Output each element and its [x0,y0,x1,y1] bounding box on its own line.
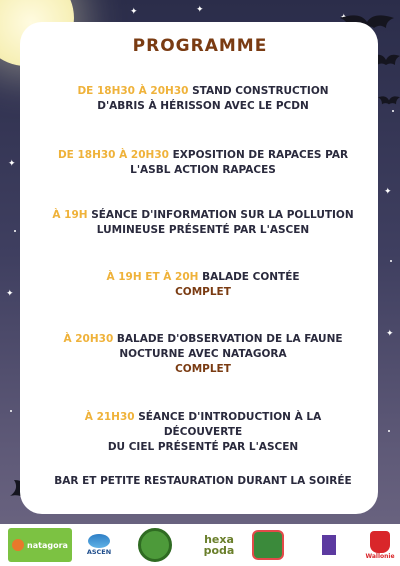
star-icon [390,260,392,262]
event-text: DU CIEL PRÉSENTÉ PAR L'ASCEN [107,441,299,453]
event-text: LUMINEUSE PRÉSENTÉ PAR L'ASCEN [96,224,310,236]
event-text: D'ABRIS À HÉRISSON AVEC LE PCDN [97,100,309,112]
page-title: PROGRAMME [132,36,268,56]
event-text: BALADE CONTÉE [198,271,300,283]
complet-badge: COMPLET [175,363,231,375]
pcdn-mark-icon [252,530,284,560]
star-icon: ✦ [130,7,138,17]
event-stand-abris [50,84,356,114]
ascen-mark-icon [88,534,110,548]
event-balade-contee [50,270,356,300]
event-time: DE 18H30 À 20H30 [57,149,169,161]
event-time: À 20H30 [63,333,114,345]
partner-logos [0,524,400,566]
event-text: SÉANCE D'INTRODUCTION À LA DÉCOUVERTE [134,411,322,438]
star-icon: ✦ [384,187,392,197]
owl-icon [138,528,172,562]
pcdn-logo [250,528,286,562]
ascen-logo: ASCEN [82,528,116,562]
event-exposition-rapaces [50,148,356,178]
star-icon: ✦ [196,5,204,15]
event-balade-faune [50,332,356,377]
star-icon: ✦ [6,289,14,299]
footer-note: BAR ET PETITE RESTAURATION DURANT LA SOIRÉE [54,475,352,487]
star-icon [14,230,16,232]
event-text: NOCTURNE AVEC NATAGORA [119,348,287,360]
walhain-logo [302,528,356,562]
event-text: BALADE D'OBSERVATION DE LA FAUNE [113,333,343,345]
hexapoda-logo: hexa poda [203,533,235,557]
event-text: STAND CONSTRUCTION [188,85,329,97]
event-time: À 19H [52,209,88,221]
star-icon [388,430,390,432]
star-icon [10,410,12,412]
event-time: À 19H ET À 20H [106,271,199,283]
event-decouverte-ciel [50,410,356,455]
event-text: L'ASBL ACTION RAPACES [130,164,276,176]
owl-logo [128,528,182,562]
wallonie-logo: Wallonie [362,528,398,562]
bat-icon [378,94,400,110]
event-text: EXPOSITION DE RAPACES PAR [168,149,349,161]
natagora-logo: natagora [8,528,72,562]
complet-badge: COMPLET [175,286,231,298]
event-text: SÉANCE D'INFORMATION SUR LA POLLUTION [87,209,354,221]
star-icon [392,110,394,112]
event-pollution-lumineuse [50,208,356,238]
rooster-icon [370,531,390,553]
star-icon: ✦ [386,329,394,339]
event-time: DE 18H30 À 20H30 [77,85,189,97]
event-time: À 21H30 [84,411,135,423]
natagora-mark-icon [12,539,24,551]
walhain-mark-icon [322,535,336,555]
star-icon: ✦ [8,159,16,169]
